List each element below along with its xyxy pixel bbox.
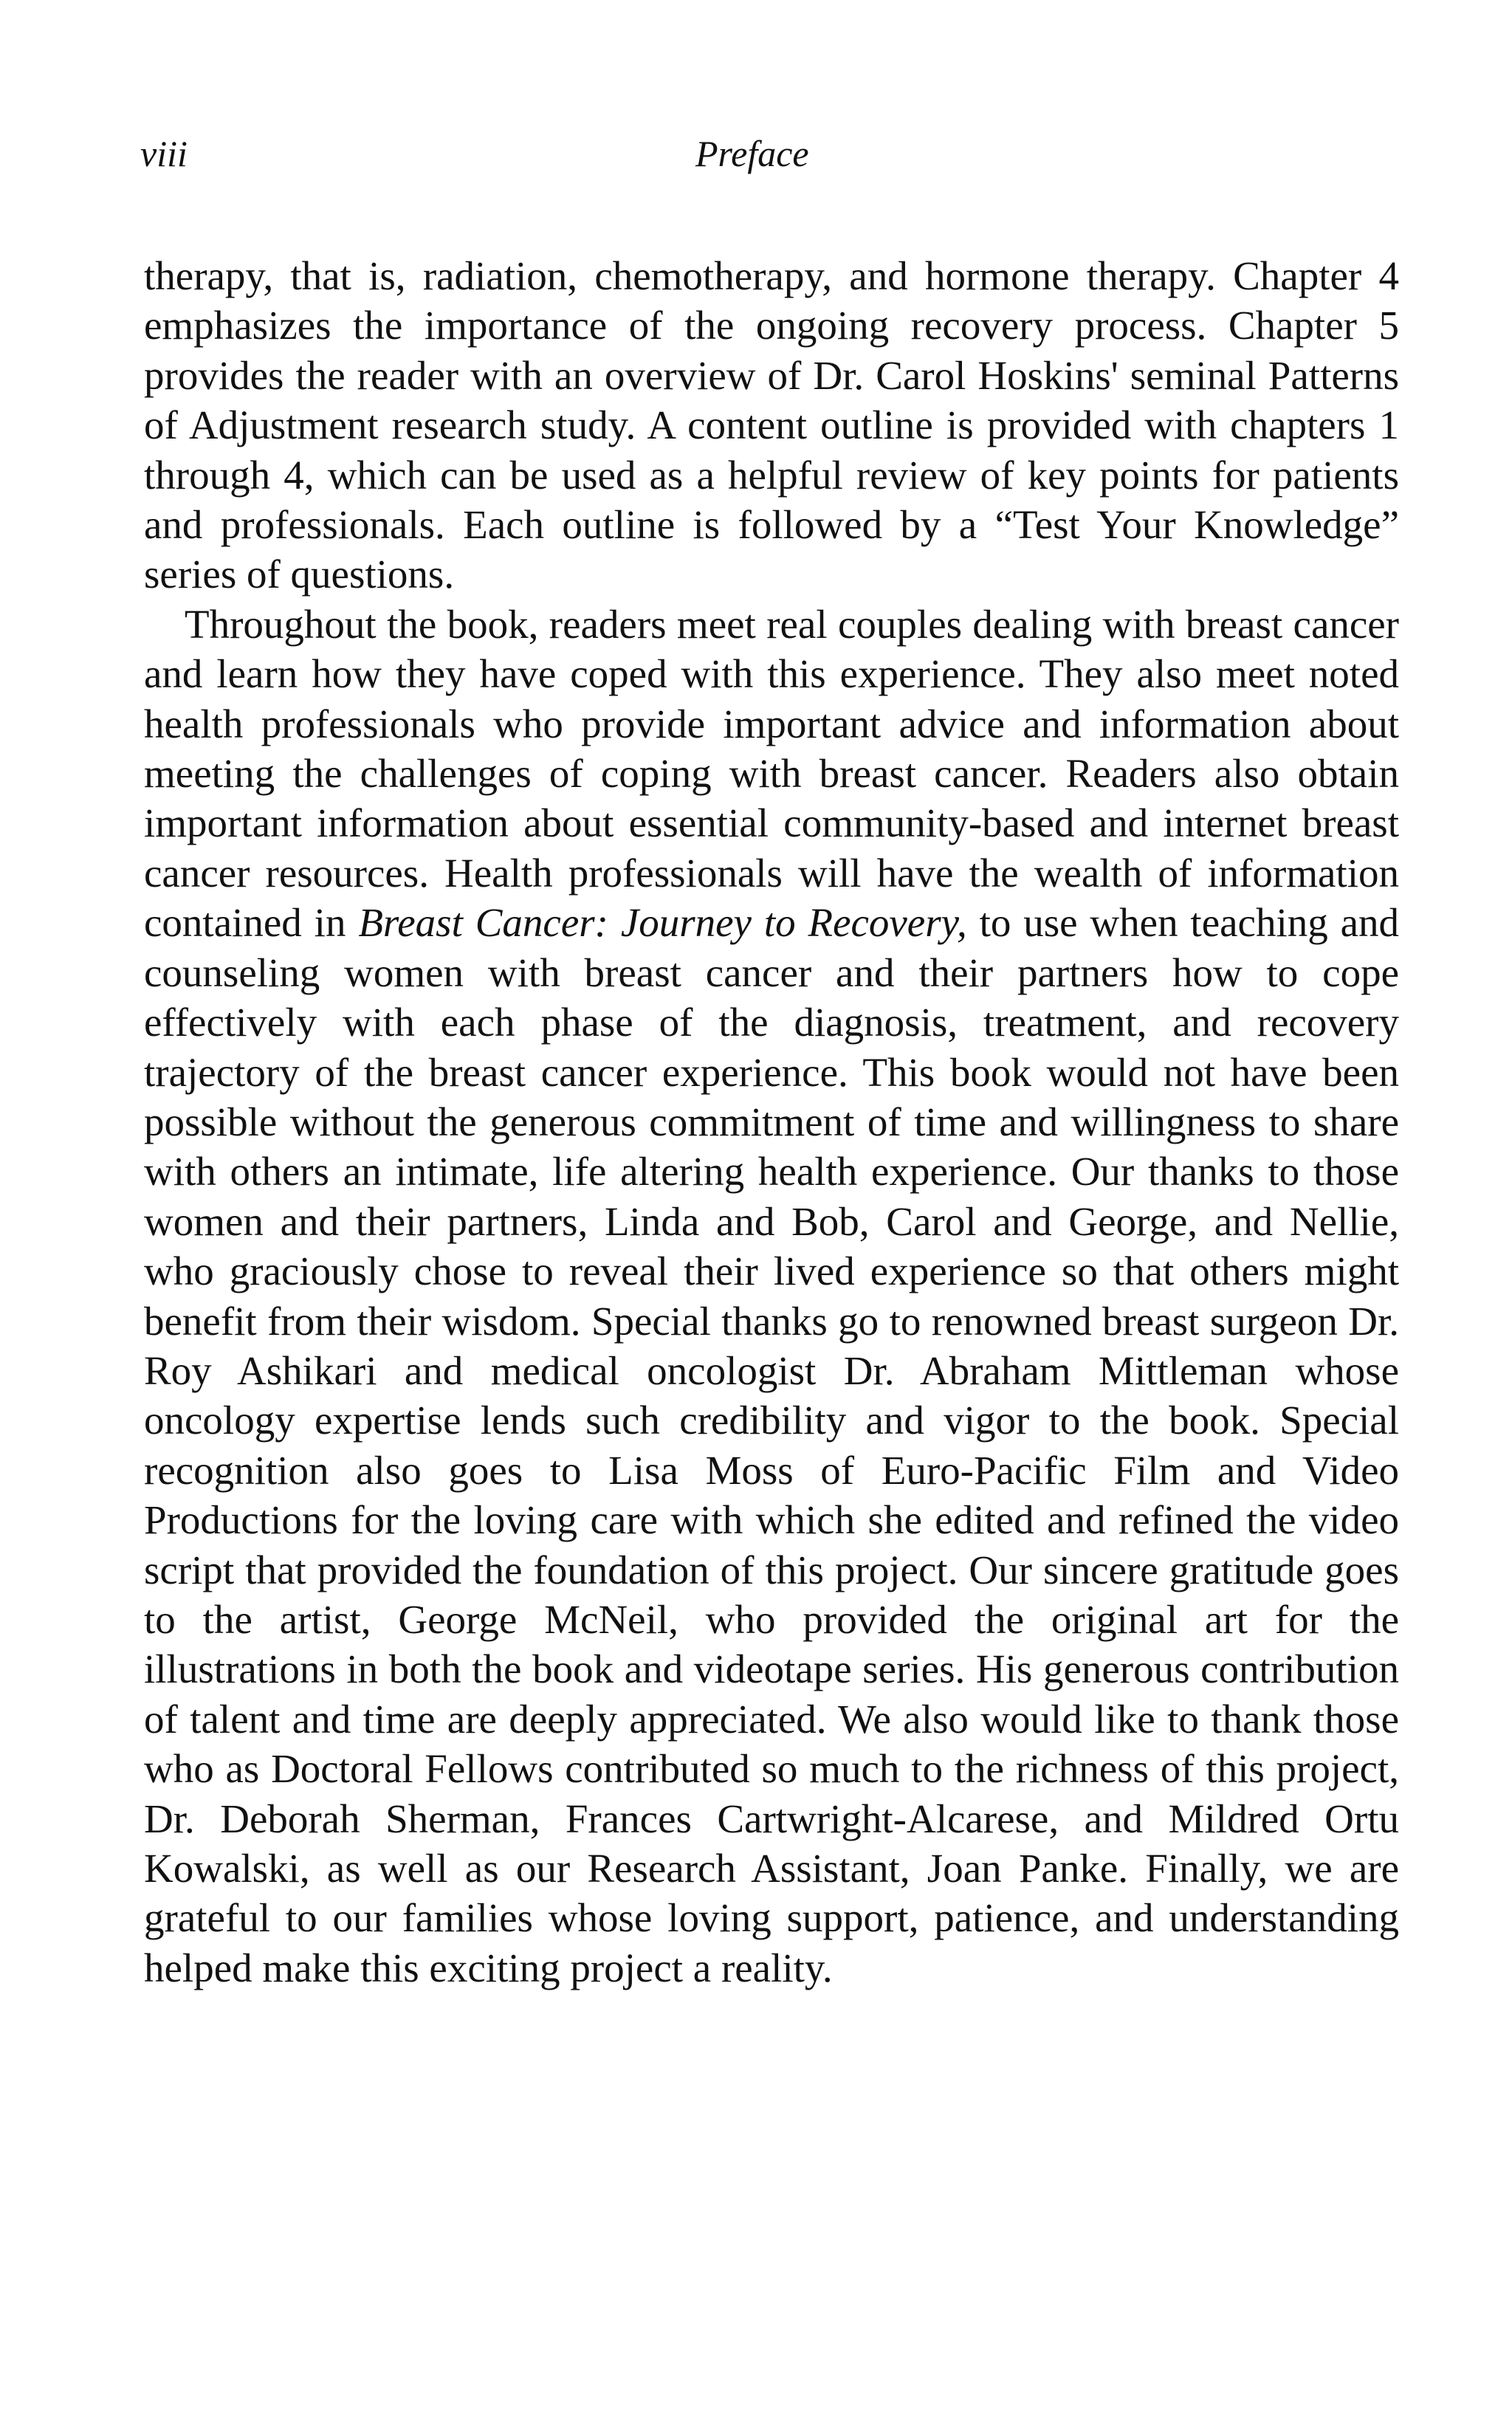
paragraph-text-start: Throughout the book, readers meet real couples dealing with breast cancer and learn how they have coped with this experience. They also meet noted health professionals who provide important advice and information about meeting the challenges of coping with breast cancer. Readers also obtain important information about essential community-based and internet breast cancer resources. Health professionals will have the wealth of information contained in (144, 601, 1399, 946)
page-number: viii (140, 133, 188, 174)
running-head (140, 124, 1395, 183)
paragraph-text-end: to use when teaching and counseling women with breast cancer and their partners how to cope effectively with each phase of the diagnosis, treatment, and recovery trajectory of the breast cancer experience. This book would not have been possible without the generous commitment of time and willingness to share with others an intimate, life altering health experience. Our thanks to those women and their partners, Linda and Bob, Carol and George, and Nellie, who graciously chose to reveal their lived experience so that others might benefit from their wisdom. Special thanks go to renowned breast surgeon Dr. Roy Ashikari and medical oncologist Dr. Abraham Mittleman whose oncology expertise lends such credibility and vigor to the book. Special recognition also goes to Lisa Moss of Euro-Pacific Film and Video Productions for the loving care with which she edited and refined the video script that provided the foundation of this project. Our sincere gratitude goes to the artist, George McNeil, who provided the original art for the illustrations in both the book and videotape series. His generous contribution of talent and time are deeply appreciated. We also would like to thank those who as Doctoral Fellows contributed so much to the richness of this project, Dr. Deborah Sherman, Frances Cartwright-Alcarese, and Mildred Ortu Kowalski, as well as our Research Assistant, Joan Panke. Finally, we are grateful to our families whose loving support, patience, and understanding helped make this exciting project a reality. (144, 900, 1400, 1990)
paragraph-acknowledgments (144, 599, 1399, 1993)
book-title: Breast Cancer: Journey to Recovery, (358, 900, 967, 946)
body-text (144, 251, 1399, 1993)
running-title: Preface (695, 133, 809, 174)
paragraph-continued: therapy, that is, radiation, chemotherapy, and hormone therapy. Chapter 4 emphasizes the importance of the ongoing recovery process. Chapter 5 provides the reader with an overview of Dr. Carol Hoskins' seminal Patterns of Adjustment research study. A content outline is provided with chapters 1 through 4, which can be used as a helpful review of key points for patients and professionals. Each outline is followed by a “Test Your Knowledge” series of questions. (144, 253, 1399, 597)
